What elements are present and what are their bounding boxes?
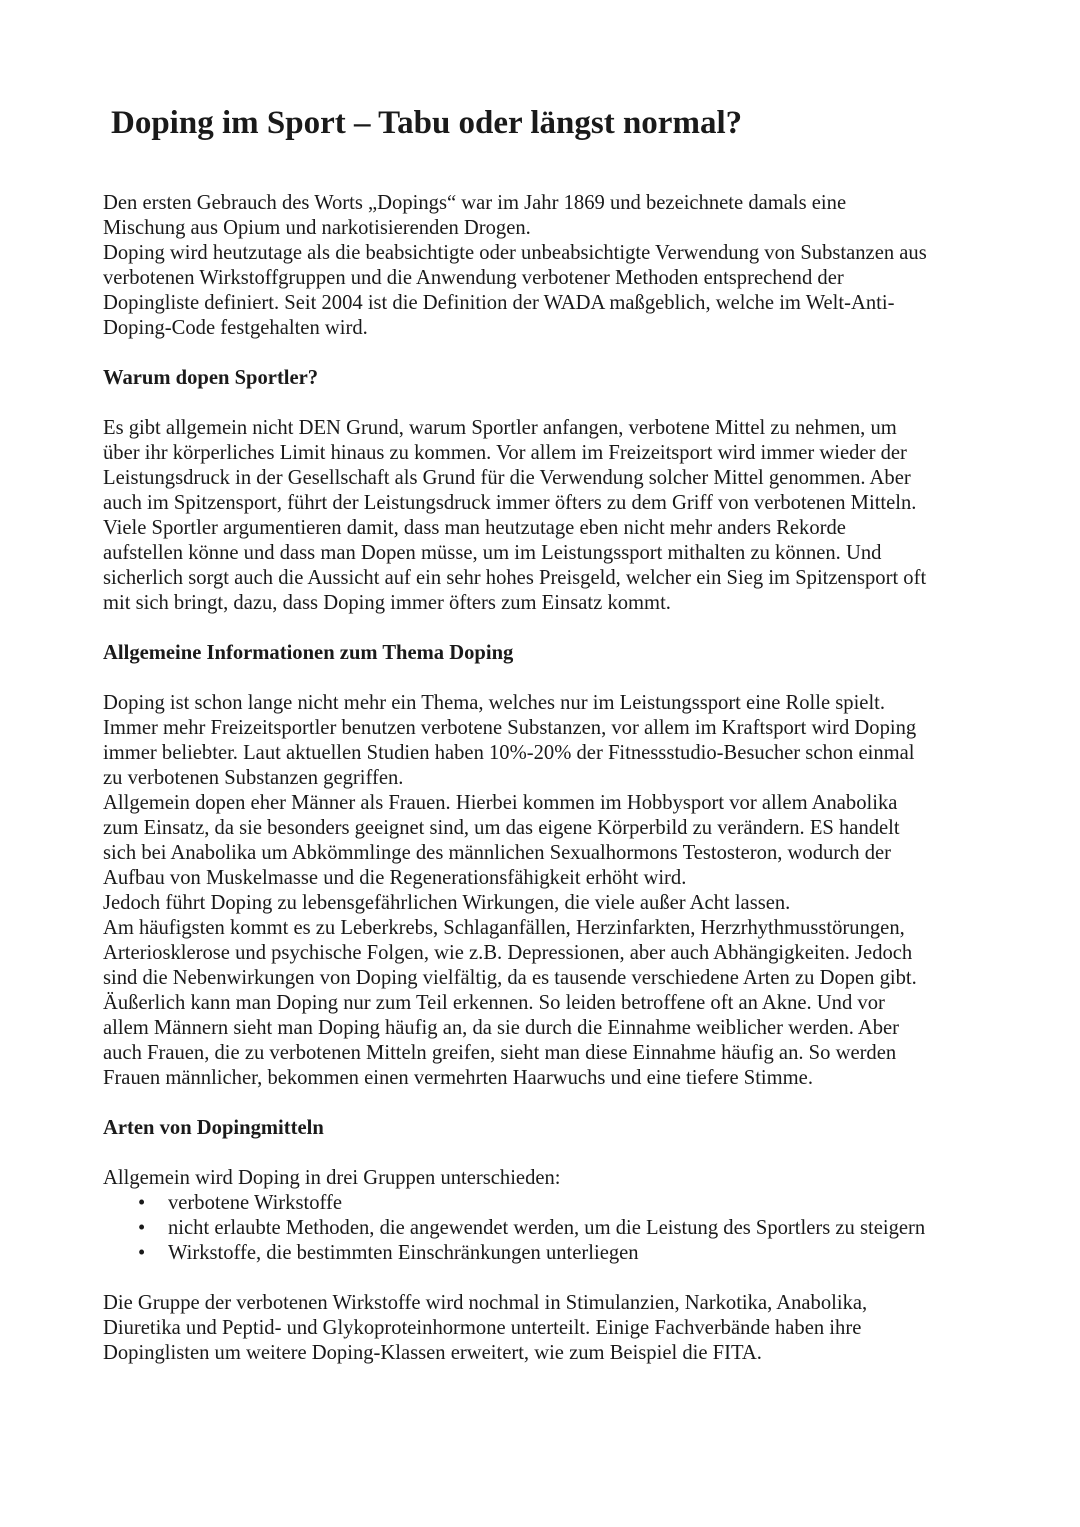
text-line: Leistungsdruck in der Gesellschaft als Grund für die Verwendung solcher Mittel genommen. Aber <box>103 467 911 489</box>
section-paragraph-wirkstoffe <box>103 1291 983 1366</box>
text-line: auch Frauen, die zu verbotenen Mitteln greifen, sieht man diese Einnahme häufig an. So werden <box>103 1042 897 1064</box>
spacer <box>103 391 983 416</box>
text-line: allem Männern sieht man Doping häufig an, da sie durch die Einnahme weiblicher werden. Aber <box>103 1017 900 1039</box>
list-item <box>103 1241 983 1266</box>
text-line: Arteriosklerose und psychische Folgen, wie z.B. Depressionen, aber auch Abhängigkeiten. Jedoch <box>103 942 913 964</box>
text-line: auch im Spitzensport, führt der Leistungsdruck immer öfters zu dem Griff von verbotenen Mitteln. <box>103 492 917 514</box>
text-line: sind die Nebenwirkungen von Doping vielfältig, da es tausende verschiedene Arten zu Dopen gibt. <box>103 967 917 989</box>
bullet-icon: • <box>138 1217 146 1239</box>
text-line: Immer mehr Freizeitsportler benutzen verbotene Substanzen, vor allem im Kraftsport wird Doping <box>103 717 917 739</box>
text-line: Doping wird heutzutage als die beabsichtigte oder unbeabsichtigte Verwendung von Substanzen aus <box>103 242 927 264</box>
intro-paragraph <box>103 191 983 341</box>
text-line: Dopingliste definiert. Seit 2004 ist die Definition der WADA maßgeblich, welche im Welt-Anti- <box>103 292 895 314</box>
section-heading-allgemeine-informationen: Allgemeine Informationen zum Thema Doping <box>103 642 514 664</box>
spacer <box>103 616 983 641</box>
text-line: mit sich bringt, dazu, dass Doping immer öfters zum Einsatz kommt. <box>103 592 671 614</box>
text-line: Viele Sportler argumentieren damit, dass man heutzutage eben nicht mehr anders Rekorde <box>103 517 846 539</box>
text-line: Allgemein dopen eher Männer als Frauen. Hierbei kommen im Hobbysport vor allem Anabolika <box>103 792 898 814</box>
text-line: Es gibt allgemein nicht DEN Grund, warum Sportler anfangen, verbotene Mittel zu nehmen, um <box>103 417 897 439</box>
text-line: Die Gruppe der verbotenen Wirkstoffe wird nochmal in Stimulanzien, Narkotika, Anabolika, <box>103 1292 868 1314</box>
text-line: Diuretika und Peptid- und Glykoproteinhormone unterteilt. Einige Fachverbände haben ihre <box>103 1317 862 1339</box>
section-paragraph-warum-dopen <box>103 416 983 616</box>
spacer <box>103 1091 983 1116</box>
text-line: Den ersten Gebrauch des Worts „Dopings“ war im Jahr 1869 und bezeichnete damals eine <box>103 192 847 214</box>
text-line: zum Einsatz, da sie besonders geeignet sind, um das eigene Körperbild zu verändern. ES handelt <box>103 817 900 839</box>
bullet-icon: • <box>138 1192 146 1214</box>
section-paragraph-allgemeine-informationen <box>103 691 983 1091</box>
spacer <box>103 1141 983 1166</box>
text-line: immer beliebter. Laut aktuellen Studien haben 10%-20% der Fitnessstudio-Besucher schon einmal <box>103 742 915 764</box>
list-item <box>103 1216 983 1241</box>
text-line: über ihr körperliches Limit hinaus zu kommen. Vor allem im Freizeitsport wird immer wieder der <box>103 442 907 464</box>
text-line: zu verbotenen Substanzen gegriffen. <box>103 767 404 789</box>
bullet-icon: • <box>138 1242 146 1264</box>
list-item-text: verbotene Wirkstoffe <box>168 1192 342 1214</box>
text-line: Am häufigsten kommt es zu Leberkrebs, Schlaganfällen, Herzinfarkten, Herzrhythmusstörungen, <box>103 917 905 939</box>
section-heading-warum-dopen: Warum dopen Sportler? <box>103 367 319 389</box>
list-item <box>103 1191 983 1216</box>
text-line: sicherlich sorgt auch die Aussicht auf ein sehr hohes Preisgeld, welcher ein Sieg im Spitzensport oft <box>103 567 927 589</box>
text-line: Mischung aus Opium und narkotisierenden Drogen. <box>103 217 531 239</box>
text-line: Äußerlich kann man Doping nur zum Teil erkennen. So leiden betroffene oft an Akne. Und vor <box>103 992 885 1014</box>
page-title: Doping im Sport – Tabu oder längst normal? <box>111 105 743 141</box>
spacer <box>103 341 983 366</box>
section-heading-arten-von-dopingmitteln: Arten von Dopingmitteln <box>103 1117 324 1139</box>
list-item-text: Wirkstoffe, die bestimmten Einschränkungen unterliegen <box>168 1242 639 1264</box>
text-line: Jedoch führt Doping zu lebensgefährlichen Wirkungen, die viele außer Acht lassen. <box>103 892 791 914</box>
text-line: sich bei Anabolika um Abkömmlinge des männlichen Sexualhormons Testosteron, wodurch der <box>103 842 892 864</box>
document-body <box>103 191 983 1366</box>
text-line: Doping ist schon lange nicht mehr ein Thema, welches nur im Leistungssport eine Rolle spielt. <box>103 692 886 714</box>
spacer <box>103 1266 983 1291</box>
text-line: Doping-Code festgehalten wird. <box>103 317 368 339</box>
text-line: Dopinglisten um weitere Doping-Klassen erweitert, wie zum Beispiel die FITA. <box>103 1342 762 1364</box>
text-line: aufstellen könne und dass man Dopen müsse, um im Leistungssport mithalten zu können. Und <box>103 542 882 564</box>
text-line: Frauen männlicher, bekommen einen vermehrten Haarwuchs und eine tiefere Stimme. <box>103 1067 813 1089</box>
text-line: Aufbau von Muskelmasse und die Regenerationsfähigkeit erhöht wird. <box>103 867 687 889</box>
spacer <box>103 666 983 691</box>
text-line: verbotenen Wirkstoffgruppen und die Anwendung verbotener Methoden entsprechend der <box>103 267 844 289</box>
list-intro: Allgemein wird Doping in drei Gruppen unterschieden: <box>103 1167 561 1189</box>
list-item-text: nicht erlaubte Methoden, die angewendet werden, um die Leistung des Sportlers zu steigern <box>168 1217 926 1239</box>
doping-groups-list <box>103 1191 983 1266</box>
